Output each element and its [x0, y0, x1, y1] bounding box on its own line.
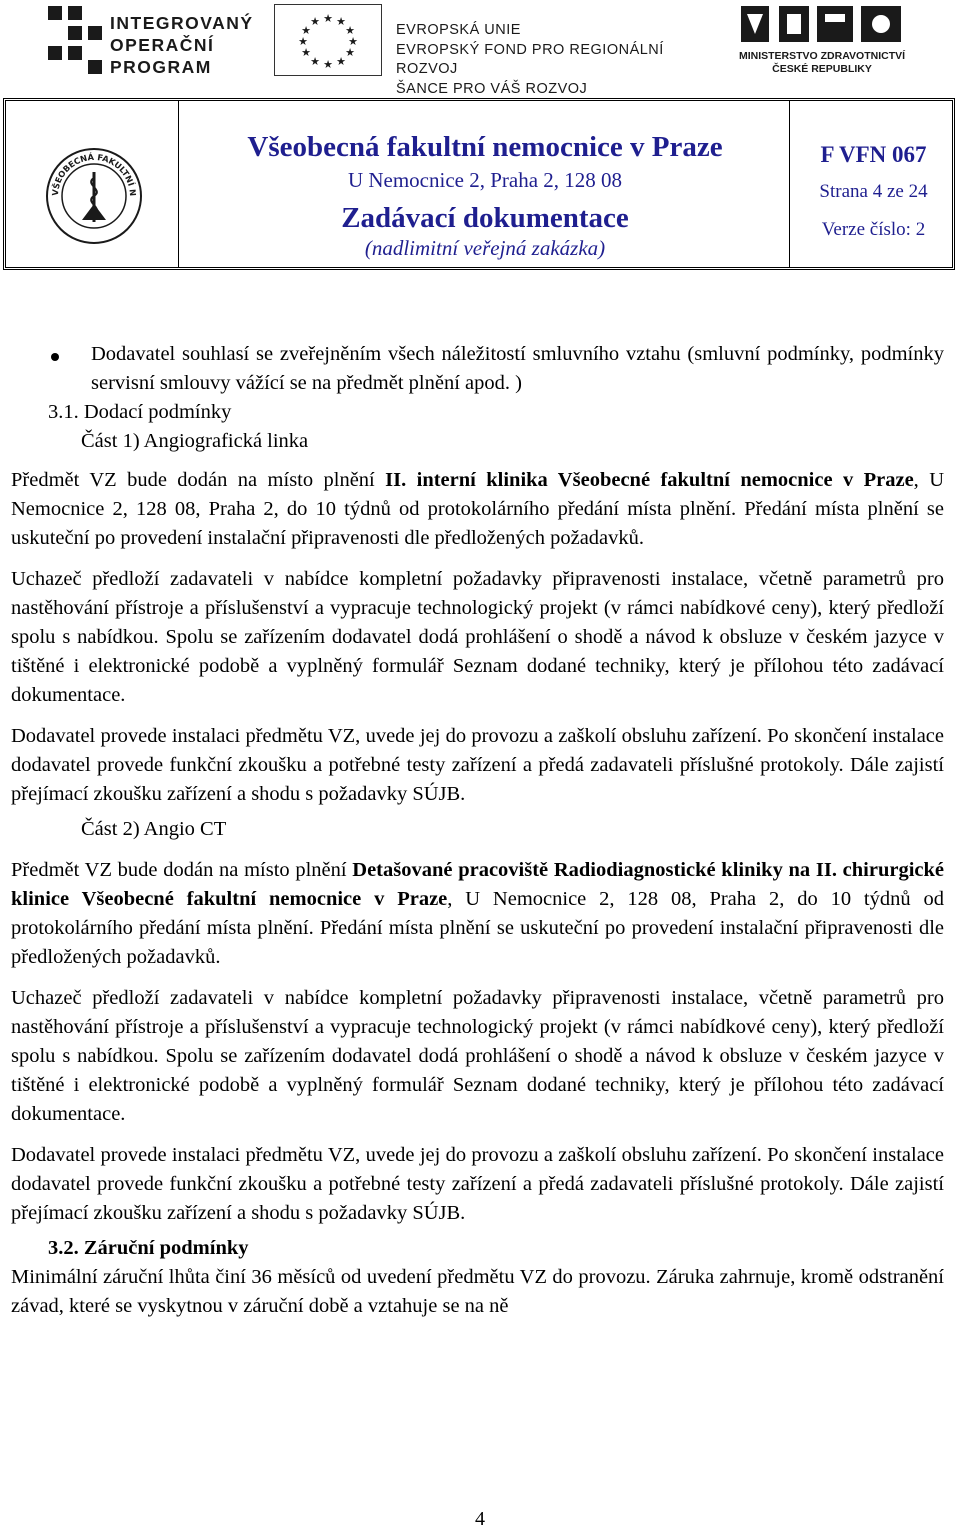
- eu-line-3: ŠANCE PRO VÁŠ ROZVOJ: [396, 80, 588, 97]
- bullet-text: Dodavatel souhlasí se zveřejněním všech náležitostí smluvního vztahu (smluvní podmínky, podmínky servisní smlouvy vážící se na předmět plnění apod. ): [91, 343, 944, 394]
- paragraph: Dodavatel provede instalaci předmětu VZ, uvede jej do provozu a zaškolí obsluhu zařízení. Po skončení instalace dodavatel provede funkční zkoušku a potřebné testy zařízení a předá zadavateli příslušné protokoly. Dále zajistí přejímací zkoušku zařízení a shodu s požadavky SÚJB.: [11, 1144, 944, 1224]
- svg-text:★: ★: [310, 15, 320, 28]
- version-label: Verze číslo: 2: [821, 219, 926, 240]
- iop-line-1: INTEGROVANÝ: [110, 13, 254, 33]
- hospital-address: U Nemocnice 2, Praha 2, 128 08: [347, 168, 623, 192]
- eu-line-2: EVROPSKÝ FOND PRO REGIONÁLNÍ ROZVOJ: [396, 41, 664, 77]
- mz-emblem-icon: [735, 4, 907, 46]
- svg-text:★: ★: [336, 55, 346, 68]
- hospital-name: Všeobecná fakultní nemocnice v Praze: [247, 131, 723, 163]
- paragraph: Uchazeč předloží zadavateli v nabídce kompletní požadavky připravenosti instalace, včetně parametrů pro nastěhování přístroje a příslušenství a vypracuje technologický projekt (v rámci nabídkové ceny), který předloží spolu s nabídkou. Spolu se zařízením dodavatel dodá prohlášení o shodě a návod k obsluze v českém jazyce v tištěné i elektronické podobě a vyplněný formulář Seznam dodané techniky, který je přílohou této zadávací dokumentace.: [11, 987, 944, 1125]
- iop-line-3: PROGRAM: [110, 57, 212, 77]
- eu-logo: [274, 4, 714, 97]
- svg-text:★: ★: [348, 35, 358, 48]
- svg-text:★: ★: [301, 24, 311, 37]
- bullet-dot: [51, 353, 59, 361]
- delivery-place: II. interní klinika Všeobecné fakultní nemocnice v Praze: [385, 469, 914, 491]
- paragraph: Dodavatel provede instalaci předmětu VZ, uvede jej do provozu a zaškolí obsluhu zařízení. Po skončení instalace dodavatel provede funkční zkoušku a potřebné testy zařízení a předá zadavateli příslušné protokoly. Dále zajistí přejímací zkoušku zařízení a shodu s požadavky SÚJB.: [11, 725, 944, 805]
- svg-text:★: ★: [336, 15, 346, 28]
- svg-text:★: ★: [310, 55, 320, 68]
- iop-line-2: OPERAČNÍ: [110, 35, 215, 55]
- paragraph: Minimální záruční lhůta činí 36 měsíců od uvedení předmětu VZ do provozu. Záruka zahrnuje, kromě odstranění závad, které se vyskytnou v záruční době a vztahuje se na ně: [11, 1266, 944, 1317]
- seal-text: VŠEOBECNÁ FAKULTNÍ N: [49, 151, 139, 197]
- document-header: [3, 98, 955, 270]
- iop-emblem-icon: [48, 6, 106, 78]
- section-heading: 3.1. Dodací podmínky: [48, 401, 232, 423]
- paragraph: Předmět VZ bude dodán na místo plnění II. interní klinika Všeobecné fakultní nemocnice v Praze, U Nemocnice 2, 128 08, Praha 2, do 10 týdnů od protokolárního předání místa plnění. Předání místa plnění se uskuteční po provedení instalační připravenosti dle předložených požadavků.: [11, 469, 944, 549]
- mz-line-2: ČESKÉ REPUBLIKY: [772, 63, 872, 75]
- part-heading: Část 2) Angio CT: [81, 818, 227, 840]
- svg-text:★: ★: [345, 46, 355, 59]
- svg-text:★: ★: [345, 24, 355, 37]
- document-body: [11, 340, 944, 1321]
- iop-logo: [48, 6, 278, 80]
- paragraph: Předmět VZ bude dodán na místo plnění Detašované pracoviště Radiodiagnostické kliniky na II. chirurgické klinice Všeobecné fakultní nemocnice v Praze, U Nemocnice 2, 128 08, Praha 2, do 10 týdnů od protokolárního předání místa plnění. Předání místa plnění se uskuteční po provedení instalační připravenosti dle předložených požadavků.: [11, 859, 944, 968]
- svg-text:★: ★: [301, 46, 311, 59]
- mz-logo: [735, 4, 910, 80]
- hospital-seal: [44, 146, 144, 246]
- section-heading: 3.2. Záruční podmínky: [48, 1237, 249, 1259]
- bullet-item: [11, 340, 944, 398]
- header-divider: [789, 101, 790, 267]
- paragraph: Uchazeč předloží zadavateli v nabídce kompletní požadavky připravenosti instalace, včetně parametrů pro nastěhování přístroje a příslušenství a vypracuje technologický projekt (v rámci nabídkové ceny), který předloží spolu s nabídkou. Spolu se zařízením dodavatel dodá prohlášení o shodě a návod k obsluze v českém jazyce v tištěné i elektronické podobě a vyplněný formulář Seznam dodané techniky, který je přílohou této zadávací dokumentace.: [11, 568, 944, 706]
- document-subtitle: (nadlimitní veřejná zakázka): [364, 236, 606, 260]
- svg-text:★: ★: [323, 12, 333, 25]
- delivery-place: Detašované pracoviště Radiodiagnostické kliniky na II. chirurgické klinice Všeobecné fakultní nemocnice v Praze: [11, 859, 944, 910]
- page-indicator: Strana 4 ze 24: [819, 181, 928, 202]
- svg-text:★: ★: [323, 58, 333, 71]
- header-divider: [178, 101, 179, 267]
- page-number: 4: [475, 1508, 485, 1530]
- document-title: Zadávací dokumentace: [341, 202, 629, 234]
- eu-flag-icon: [274, 4, 382, 76]
- mz-line-1: MINISTERSTVO ZDRAVOTNICTVÍ: [738, 50, 906, 62]
- hospital-seal-icon: [44, 146, 144, 246]
- svg-text:VŠEOBECNÁ FAKULTNÍ NEMOCNICE V: [44, 146, 138, 197]
- logo-strip: [0, 0, 960, 97]
- svg-text:★: ★: [298, 35, 308, 48]
- form-code: F VFN 067: [820, 142, 927, 167]
- eu-line-1: EVROPSKÁ UNIE: [396, 22, 521, 38]
- part-heading: Část 1) Angiografická linka: [81, 430, 309, 452]
